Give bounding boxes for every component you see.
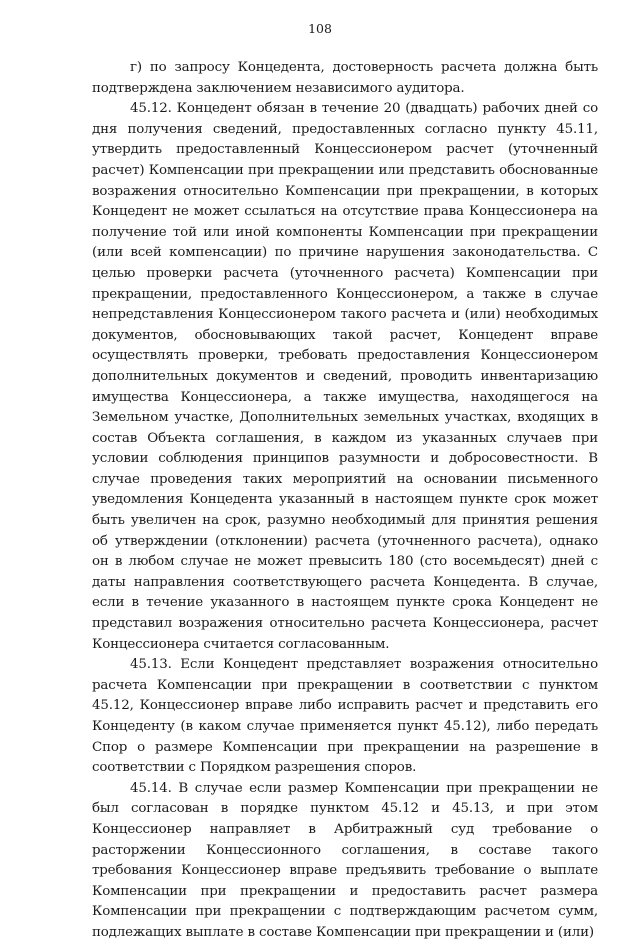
paragraph-45-14: 45.14. В случае если размер Компенсации при прекращении не был согласован в порядке пунктом 45.12 и 45.13, и при этом Концессионер направляет в Арбитражный суд требование о расторжении Концессионного соглашения, в составе такого требования Концессионер вправе предъявить требование о выплате Компенсации при прекращении и предоставить расчет размера Компенсации при прекращении с подтверждающим расчетом сумм, подлежащих выплате в составе Компенсации при прекращении и (или) [92,780,598,940]
document-body [92,58,598,944]
page-number: 108 [308,21,332,36]
paragraph-item-g: г) по запросу Концедента, достоверность расчета должна быть подтверждена заключением независимого аудитора. [92,60,598,96]
paragraph-45-13: 45.13. Если Концедент представляет возражения относительно расчета Компенсации при прекращении в соответствии с пунктом 45.12, Концессионер вправе либо исправить расчет и представить его Концеденту (в каком случае применяется пункт 45.12), либо передать Спор о размере Компенсации при прекращении на разрешение в соответствии с Порядком разрешения споров. [92,657,598,776]
paragraph-45-12: 45.12. Концедент обязан в течение 20 (двадцать) рабочих дней со дня получения сведений, предоставленных согласно пункту 45.11, утвердить предоставленный Концессионером расчет (уточненный расчет) Компенсации при прекращении или представить обоснованные возражения относительно Компенсации при прекращении, в которых Концедент не может ссылаться на отсутствие права Концессионера на получение той или иной компоненты Компенсации при прекращении (или всей компенсации) по причине нарушения законодательства. С целью проверки расчета (уточненного расчета) Компенсации при прекращении, предоставленного Концессионером, а также в случае непредставления Концессионером такого расчета и (или) необходимых документов, обосновывающих такой расчет, Концедент вправе осуществлять проверки, требовать предоставления Концессионером дополнительных документов и сведений, проводить инвентаризацию имущества Концессионера, а также имущества, находящегося на Земельном участке, Дополнительных земельных участках, входящих в состав Объекта соглашения, в каждом из указанных случаев при условии соблюдения принципов разумности и добросовестности. В случае проведения таких мероприятий на основании письменного уведомления Концедента указанный в настоящем пункте срок может быть увеличен на срок, разумно необходимый для принятия решения об утверждении (отклонении) расчета (уточненного расчета), однако он в любом случае не может превысить 180 (сто восемьдесят) дней с даты направления соответствующего расчета Концедента. В случае, если в течение указанного в настоящем пункте срока Концедент не представил возражения относительно расчета Концессионера, расчет Концессионера считается согласованным. [92,101,598,652]
